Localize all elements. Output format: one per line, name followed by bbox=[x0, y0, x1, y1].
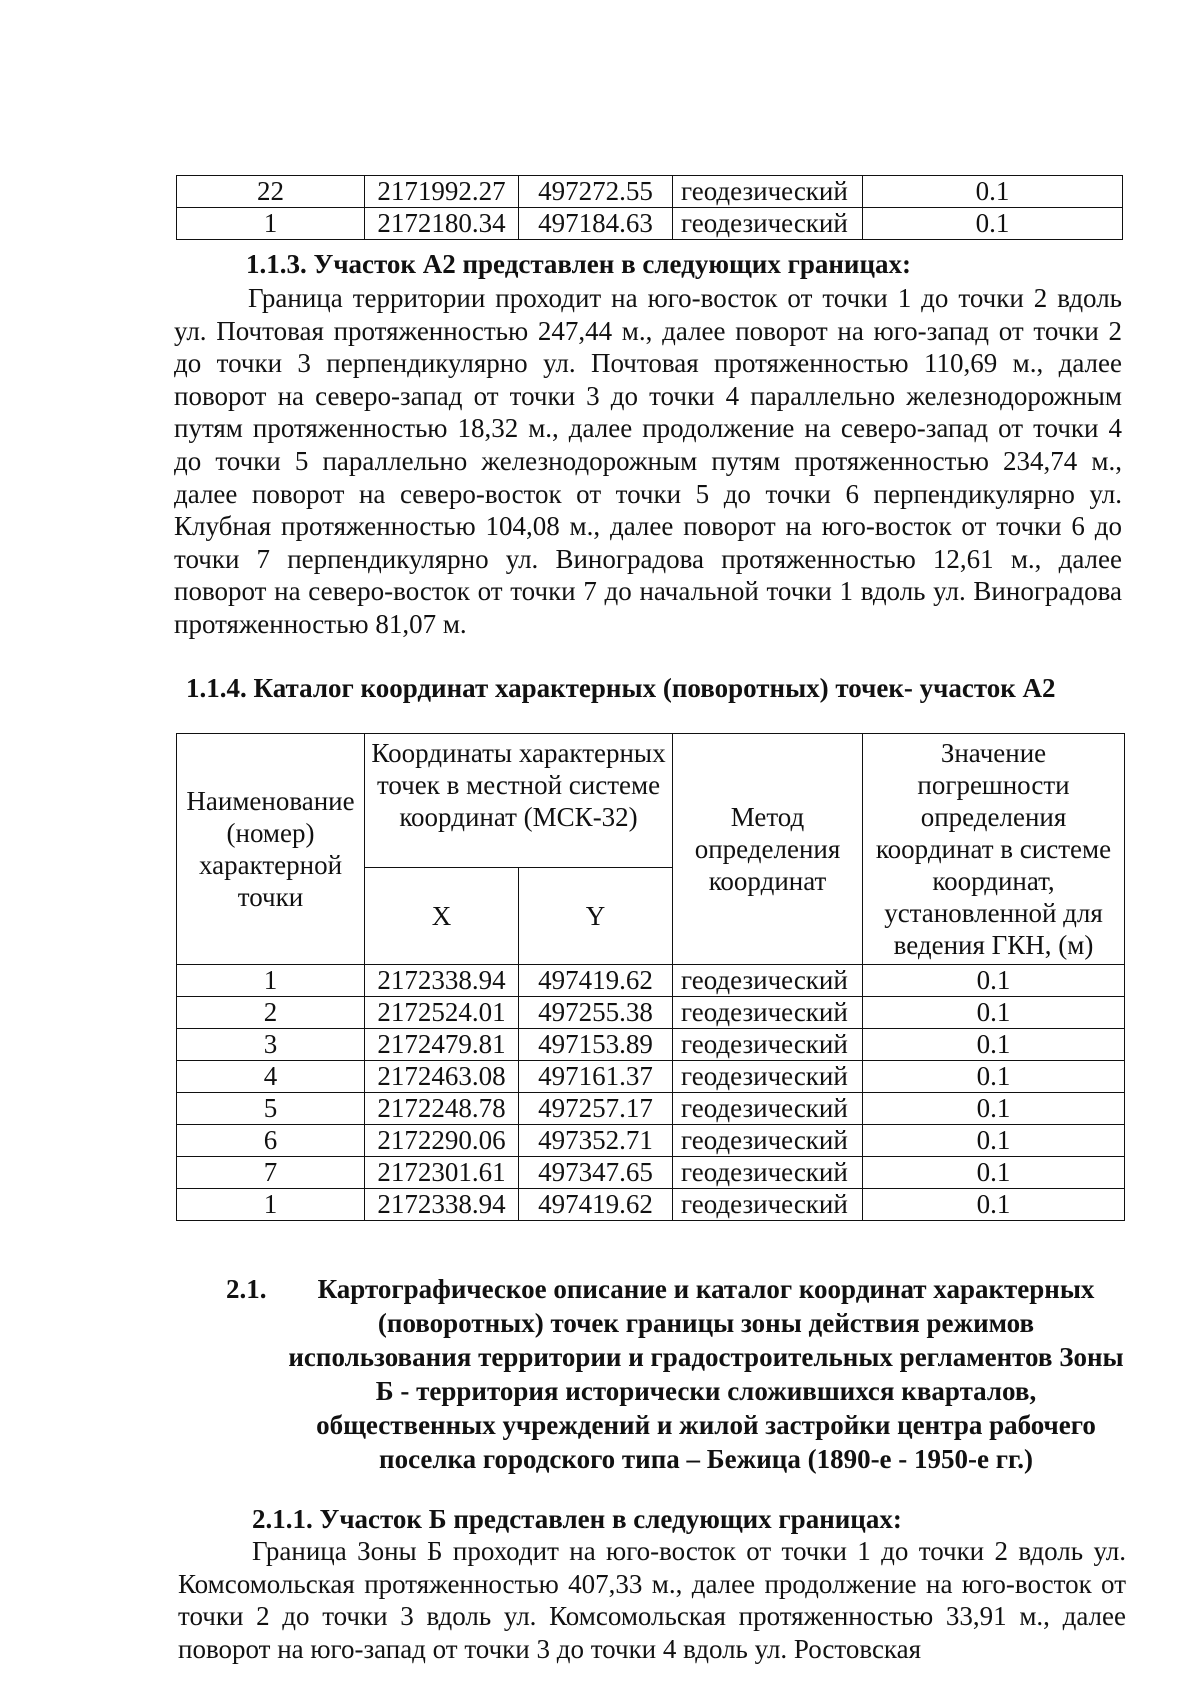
header-error: Значение погрешности определения координат в системе координат, установленной для ведения ГКН, (м) bbox=[863, 734, 1125, 965]
x-cell: 2172180.34 bbox=[365, 208, 519, 240]
method-cell: геодезический bbox=[673, 997, 863, 1029]
coordinates-table-continued bbox=[176, 175, 1123, 240]
point-number-cell: 22 bbox=[177, 176, 365, 208]
table-row bbox=[177, 1061, 1125, 1093]
y-cell: 497352.71 bbox=[519, 1125, 673, 1157]
section-heading-211: 2.1.1. Участок Б представлен в следующих границах: bbox=[252, 1504, 902, 1534]
point-number-cell: 4 bbox=[177, 1061, 365, 1093]
error-cell: 0.1 bbox=[863, 997, 1125, 1029]
y-cell: 497255.38 bbox=[519, 997, 673, 1029]
section-211-paragraph: Граница Зоны Б проходит на юго-восток от точки 1 до точки 2 вдоль ул. Комсомольская протяженностью 407,33 м., далее продолжение на юго-восток от точки 2 до точки 3 вдоль ул. Комсомольская протяженностью 33,91 м., далее поворот на юго-запад от точки 3 до точки 4 вдоль ул. Ростовская bbox=[178, 1536, 1126, 1664]
error-cell: 0.1 bbox=[863, 965, 1125, 997]
method-cell: геодезический bbox=[673, 1157, 863, 1189]
error-cell: 0.1 bbox=[863, 1029, 1125, 1061]
table-header-row bbox=[177, 734, 1125, 868]
x-cell: 2172248.78 bbox=[365, 1093, 519, 1125]
point-number-cell: 6 bbox=[177, 1125, 365, 1157]
error-cell: 0.1 bbox=[863, 1093, 1125, 1125]
point-number-cell: 1 bbox=[177, 965, 365, 997]
x-cell: 2172524.01 bbox=[365, 997, 519, 1029]
point-number-cell: 3 bbox=[177, 1029, 365, 1061]
x-cell: 2172463.08 bbox=[365, 1061, 519, 1093]
section-heading-113: 1.1.3. Участок А2 представлен в следующих границах: bbox=[246, 249, 912, 279]
error-cell: 0.1 bbox=[863, 208, 1123, 240]
table-row bbox=[177, 1125, 1125, 1157]
section-number-21: 2.1. bbox=[226, 1274, 267, 1304]
x-cell: 2172290.06 bbox=[365, 1125, 519, 1157]
x-cell: 2172338.94 bbox=[365, 1189, 519, 1221]
y-cell: 497257.17 bbox=[519, 1093, 673, 1125]
x-cell: 2172479.81 bbox=[365, 1029, 519, 1061]
table-row bbox=[177, 1157, 1125, 1189]
header-x: X bbox=[365, 868, 519, 965]
table-row bbox=[177, 997, 1125, 1029]
error-cell: 0.1 bbox=[863, 1061, 1125, 1093]
header-coordinates: Координаты характерных точек в местной системе координат (МСК-32) bbox=[365, 734, 673, 868]
table-row bbox=[177, 1029, 1125, 1061]
x-cell: 2172338.94 bbox=[365, 965, 519, 997]
header-method: Метод определения координат bbox=[673, 734, 863, 965]
method-cell: геодезический bbox=[673, 1029, 863, 1061]
y-cell: 497347.65 bbox=[519, 1157, 673, 1189]
method-cell: геодезический bbox=[673, 1189, 863, 1221]
y-cell: 497419.62 bbox=[519, 965, 673, 997]
point-number-cell: 7 bbox=[177, 1157, 365, 1189]
y-cell: 497184.63 bbox=[519, 208, 673, 240]
method-cell: геодезический bbox=[673, 1093, 863, 1125]
table-row bbox=[177, 208, 1123, 240]
y-cell: 497272.55 bbox=[519, 176, 673, 208]
point-number-cell: 5 bbox=[177, 1093, 365, 1125]
point-number-cell: 1 bbox=[177, 1189, 365, 1221]
header-point-name: Наименование (номер) характерной точки bbox=[177, 734, 365, 965]
x-cell: 2171992.27 bbox=[365, 176, 519, 208]
section-113-paragraph: Граница территории проходит на юго-восток от точки 1 до точки 2 вдоль ул. Почтовая протяженностью 247,44 м., далее поворот на юго-запад от точки 2 до точки 3 перпендикулярно ул. Почтовая протяженностью 110,69 м., далее поворот на северо-запад от точки 3 до точки 4 параллельно железнодорожным путям протяженностью 18,32 м., далее продолжение на северо-запад от точки 4 до точки 5 параллельно железнодорожным путям протяженностью 234,74 м., далее поворот на северо-восток от точки 5 до точки 6 перпендикулярно ул. Клубная протяженностью 104,08 м., далее поворот на юго-восток от точки 6 до точки 7 перпендикулярно ул. Виноградова протяженностью 12,61 м., далее поворот на северо-восток от точки 7 до начальной точки 1 вдоль ул. Виноградова протяженностью 81,07 м. bbox=[174, 283, 1122, 639]
coordinates-catalog-table bbox=[176, 733, 1125, 1221]
error-cell: 0.1 bbox=[863, 176, 1123, 208]
method-cell: геодезический bbox=[673, 965, 863, 997]
table-row bbox=[177, 1093, 1125, 1125]
x-cell: 2172301.61 bbox=[365, 1157, 519, 1189]
header-y: Y bbox=[519, 868, 673, 965]
point-number-cell: 2 bbox=[177, 997, 365, 1029]
table-row bbox=[177, 965, 1125, 997]
y-cell: 497153.89 bbox=[519, 1029, 673, 1061]
method-cell: геодезический bbox=[673, 208, 863, 240]
error-cell: 0.1 bbox=[863, 1125, 1125, 1157]
method-cell: геодезический bbox=[673, 176, 863, 208]
y-cell: 497161.37 bbox=[519, 1061, 673, 1093]
section-heading-114: 1.1.4. Каталог координат характерных (поворотных) точек- участок А2 bbox=[186, 673, 1056, 703]
y-cell: 497419.62 bbox=[519, 1189, 673, 1221]
error-cell: 0.1 bbox=[863, 1157, 1125, 1189]
method-cell: геодезический bbox=[673, 1125, 863, 1157]
table-row bbox=[177, 176, 1123, 208]
method-cell: геодезический bbox=[673, 1061, 863, 1093]
section-title-21: Картографическое описание и каталог координат характерных (поворотных) точек границы зоны действия режимов использования территории и градостроительных регламентов Зоны Б - территория исторически сложившихся кварталов, общественных учреждений и жилой застройки центра рабочего поселка городского типа – Бежица (1890-е - 1950-е гг.) bbox=[288, 1274, 1124, 1474]
error-cell: 0.1 bbox=[863, 1189, 1125, 1221]
point-number-cell: 1 bbox=[177, 208, 365, 240]
table-row bbox=[177, 1189, 1125, 1221]
